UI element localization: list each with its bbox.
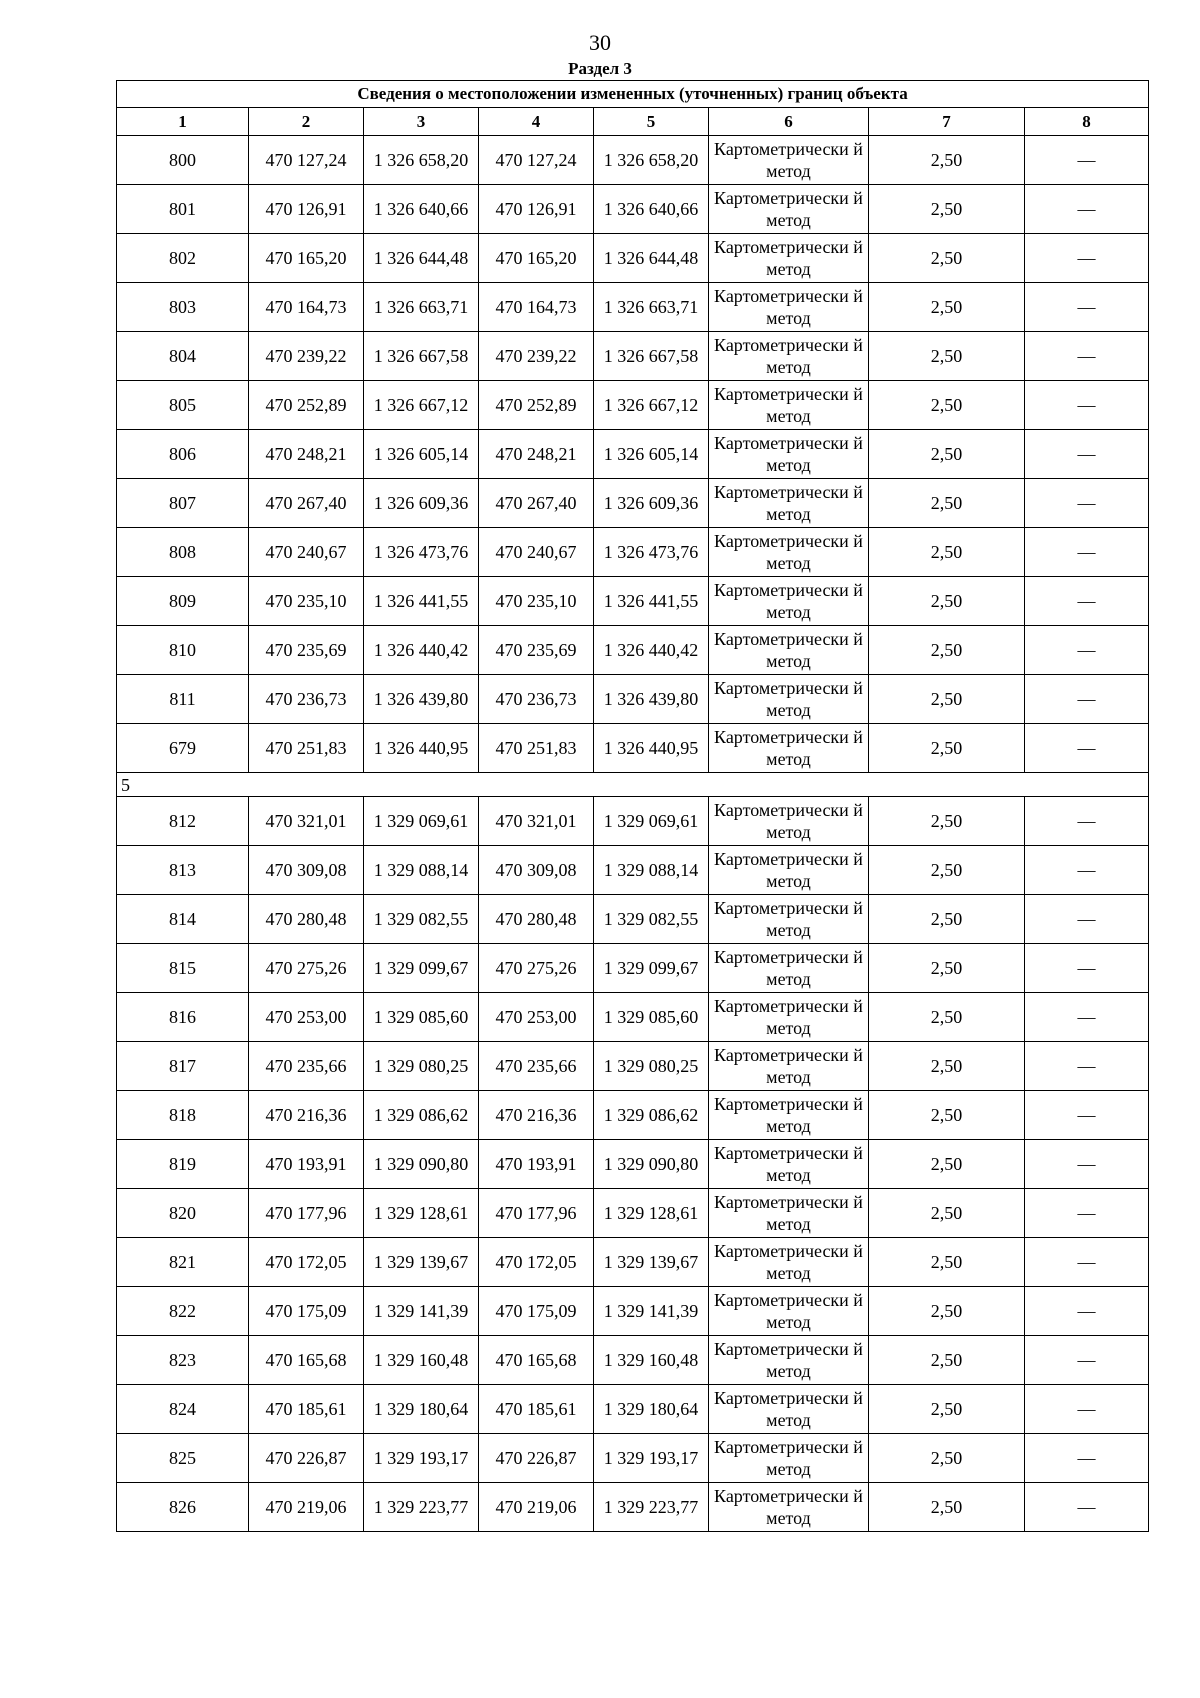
x-new-cell: 470 252,89 [479, 381, 594, 430]
accuracy-cell: 2,50 [869, 1091, 1025, 1140]
x-old-cell: 470 175,09 [249, 1287, 364, 1336]
note-cell: — [1025, 234, 1149, 283]
table-row [117, 797, 1149, 846]
x-old-cell: 470 248,21 [249, 430, 364, 479]
x-new-cell: 470 127,24 [479, 136, 594, 185]
y-new-cell: 1 329 090,80 [594, 1140, 709, 1189]
y-old-cell: 1 326 658,20 [364, 136, 479, 185]
point-number-cell: 815 [117, 944, 249, 993]
method-cell: Картометрически й метод [709, 577, 869, 626]
x-new-cell: 470 321,01 [479, 797, 594, 846]
method-cell: Картометрически й метод [709, 1287, 869, 1336]
x-new-cell: 470 240,67 [479, 528, 594, 577]
point-number-cell: 810 [117, 626, 249, 675]
table-row [117, 479, 1149, 528]
accuracy-cell: 2,50 [869, 136, 1025, 185]
column-number-row [117, 108, 1149, 136]
table-row [117, 577, 1149, 626]
group-label: 5 [117, 773, 1149, 797]
note-cell: — [1025, 479, 1149, 528]
method-cell: Картометрически й метод [709, 993, 869, 1042]
table-row [117, 1287, 1149, 1336]
table-row [117, 993, 1149, 1042]
method-cell: Картометрически й метод [709, 283, 869, 332]
note-cell: — [1025, 577, 1149, 626]
note-cell: — [1025, 283, 1149, 332]
y-old-cell: 1 326 609,36 [364, 479, 479, 528]
method-cell: Картометрически й метод [709, 1189, 869, 1238]
accuracy-cell: 2,50 [869, 797, 1025, 846]
point-number-cell: 807 [117, 479, 249, 528]
point-number-cell: 803 [117, 283, 249, 332]
accuracy-cell: 2,50 [869, 895, 1025, 944]
x-old-cell: 470 165,68 [249, 1336, 364, 1385]
accuracy-cell: 2,50 [869, 577, 1025, 626]
y-old-cell: 1 329 069,61 [364, 797, 479, 846]
accuracy-cell: 2,50 [869, 185, 1025, 234]
table-row [117, 185, 1149, 234]
table-row [117, 136, 1149, 185]
x-new-cell: 470 164,73 [479, 283, 594, 332]
x-old-cell: 470 219,06 [249, 1483, 364, 1532]
x-new-cell: 470 235,10 [479, 577, 594, 626]
note-cell: — [1025, 1336, 1149, 1385]
accuracy-cell: 2,50 [869, 528, 1025, 577]
accuracy-cell: 2,50 [869, 1434, 1025, 1483]
y-new-cell: 1 326 640,66 [594, 185, 709, 234]
point-number-cell: 679 [117, 724, 249, 773]
note-cell: — [1025, 381, 1149, 430]
point-number-cell: 808 [117, 528, 249, 577]
y-new-cell: 1 329 099,67 [594, 944, 709, 993]
table-title: Сведения о местоположении измененных (уточненных) границ объекта [117, 81, 1149, 108]
column-number: 8 [1025, 108, 1149, 136]
point-number-cell: 814 [117, 895, 249, 944]
point-number-cell: 806 [117, 430, 249, 479]
y-new-cell: 1 329 160,48 [594, 1336, 709, 1385]
y-old-cell: 1 329 099,67 [364, 944, 479, 993]
column-number: 6 [709, 108, 869, 136]
method-cell: Картометрически й метод [709, 724, 869, 773]
y-old-cell: 1 329 086,62 [364, 1091, 479, 1140]
point-number-cell: 805 [117, 381, 249, 430]
table-row [117, 944, 1149, 993]
y-new-cell: 1 326 439,80 [594, 675, 709, 724]
x-new-cell: 470 175,09 [479, 1287, 594, 1336]
note-cell: — [1025, 724, 1149, 773]
table-row [117, 1140, 1149, 1189]
accuracy-cell: 2,50 [869, 846, 1025, 895]
y-new-cell: 1 329 069,61 [594, 797, 709, 846]
x-old-cell: 470 251,83 [249, 724, 364, 773]
y-new-cell: 1 329 141,39 [594, 1287, 709, 1336]
note-cell: — [1025, 846, 1149, 895]
table-row [117, 626, 1149, 675]
x-new-cell: 470 280,48 [479, 895, 594, 944]
x-old-cell: 470 267,40 [249, 479, 364, 528]
method-cell: Картометрически й метод [709, 1091, 869, 1140]
point-number-cell: 811 [117, 675, 249, 724]
method-cell: Картометрически й метод [709, 1042, 869, 1091]
y-old-cell: 1 326 605,14 [364, 430, 479, 479]
y-new-cell: 1 326 473,76 [594, 528, 709, 577]
note-cell: — [1025, 1287, 1149, 1336]
y-old-cell: 1 329 082,55 [364, 895, 479, 944]
x-old-cell: 470 127,24 [249, 136, 364, 185]
method-cell: Картометрически й метод [709, 332, 869, 381]
table-row [117, 234, 1149, 283]
accuracy-cell: 2,50 [869, 430, 1025, 479]
accuracy-cell: 2,50 [869, 1385, 1025, 1434]
accuracy-cell: 2,50 [869, 381, 1025, 430]
table-row [117, 846, 1149, 895]
x-old-cell: 470 126,91 [249, 185, 364, 234]
y-new-cell: 1 326 667,12 [594, 381, 709, 430]
method-cell: Картометрически й метод [709, 675, 869, 724]
table-row [117, 1238, 1149, 1287]
y-new-cell: 1 326 440,95 [594, 724, 709, 773]
note-cell: — [1025, 797, 1149, 846]
table-row [117, 1385, 1149, 1434]
accuracy-cell: 2,50 [869, 234, 1025, 283]
y-old-cell: 1 326 663,71 [364, 283, 479, 332]
method-cell: Картометрически й метод [709, 944, 869, 993]
accuracy-cell: 2,50 [869, 1483, 1025, 1532]
note-cell: — [1025, 895, 1149, 944]
note-cell: — [1025, 1042, 1149, 1091]
point-number-cell: 824 [117, 1385, 249, 1434]
point-number-cell: 819 [117, 1140, 249, 1189]
method-cell: Картометрически й метод [709, 430, 869, 479]
y-new-cell: 1 329 128,61 [594, 1189, 709, 1238]
x-old-cell: 470 235,66 [249, 1042, 364, 1091]
accuracy-cell: 2,50 [869, 626, 1025, 675]
x-old-cell: 470 235,69 [249, 626, 364, 675]
table-row [117, 1091, 1149, 1140]
note-cell: — [1025, 944, 1149, 993]
x-new-cell: 470 239,22 [479, 332, 594, 381]
point-number-cell: 809 [117, 577, 249, 626]
note-cell: — [1025, 1238, 1149, 1287]
method-cell: Картометрически й метод [709, 1140, 869, 1189]
point-number-cell: 821 [117, 1238, 249, 1287]
note-cell: — [1025, 136, 1149, 185]
y-old-cell: 1 329 160,48 [364, 1336, 479, 1385]
x-old-cell: 470 177,96 [249, 1189, 364, 1238]
y-new-cell: 1 326 609,36 [594, 479, 709, 528]
point-number-cell: 817 [117, 1042, 249, 1091]
point-number-cell: 816 [117, 993, 249, 1042]
x-old-cell: 470 321,01 [249, 797, 364, 846]
column-number: 2 [249, 108, 364, 136]
y-old-cell: 1 329 180,64 [364, 1385, 479, 1434]
x-new-cell: 470 253,00 [479, 993, 594, 1042]
x-new-cell: 470 177,96 [479, 1189, 594, 1238]
x-old-cell: 470 236,73 [249, 675, 364, 724]
y-old-cell: 1 326 644,48 [364, 234, 479, 283]
y-new-cell: 1 329 223,77 [594, 1483, 709, 1532]
point-number-cell: 826 [117, 1483, 249, 1532]
accuracy-cell: 2,50 [869, 479, 1025, 528]
boundary-table [116, 80, 1149, 1532]
accuracy-cell: 2,50 [869, 993, 1025, 1042]
section-title: Раздел 3 [568, 59, 632, 78]
method-cell: Картометрически й метод [709, 479, 869, 528]
note-cell: — [1025, 675, 1149, 724]
table-body [117, 136, 1149, 1532]
y-old-cell: 1 329 090,80 [364, 1140, 479, 1189]
y-new-cell: 1 326 441,55 [594, 577, 709, 626]
y-old-cell: 1 326 667,12 [364, 381, 479, 430]
accuracy-cell: 2,50 [869, 1238, 1025, 1287]
y-old-cell: 1 329 128,61 [364, 1189, 479, 1238]
x-old-cell: 470 165,20 [249, 234, 364, 283]
note-cell: — [1025, 185, 1149, 234]
y-new-cell: 1 329 086,62 [594, 1091, 709, 1140]
x-old-cell: 470 185,61 [249, 1385, 364, 1434]
method-cell: Картометрически й метод [709, 136, 869, 185]
x-new-cell: 470 236,73 [479, 675, 594, 724]
table-row [117, 1189, 1149, 1238]
x-new-cell: 470 251,83 [479, 724, 594, 773]
method-cell: Картометрически й метод [709, 846, 869, 895]
note-cell: — [1025, 528, 1149, 577]
x-new-cell: 470 165,68 [479, 1336, 594, 1385]
y-old-cell: 1 326 440,95 [364, 724, 479, 773]
y-old-cell: 1 326 440,42 [364, 626, 479, 675]
table-row [117, 1042, 1149, 1091]
y-old-cell: 1 326 473,76 [364, 528, 479, 577]
x-new-cell: 470 126,91 [479, 185, 594, 234]
point-number-cell: 822 [117, 1287, 249, 1336]
accuracy-cell: 2,50 [869, 283, 1025, 332]
note-cell: — [1025, 993, 1149, 1042]
x-new-cell: 470 267,40 [479, 479, 594, 528]
point-number-cell: 818 [117, 1091, 249, 1140]
page-number: 30 [589, 30, 611, 55]
x-old-cell: 470 240,67 [249, 528, 364, 577]
point-number-cell: 823 [117, 1336, 249, 1385]
x-old-cell: 470 280,48 [249, 895, 364, 944]
x-new-cell: 470 248,21 [479, 430, 594, 479]
y-new-cell: 1 329 085,60 [594, 993, 709, 1042]
accuracy-cell: 2,50 [869, 944, 1025, 993]
method-cell: Картометрически й метод [709, 1483, 869, 1532]
y-old-cell: 1 329 088,14 [364, 846, 479, 895]
x-new-cell: 470 165,20 [479, 234, 594, 283]
note-cell: — [1025, 1434, 1149, 1483]
accuracy-cell: 2,50 [869, 332, 1025, 381]
table-row [117, 283, 1149, 332]
group-row [117, 773, 1149, 797]
x-old-cell: 470 164,73 [249, 283, 364, 332]
column-number: 1 [117, 108, 249, 136]
x-old-cell: 470 172,05 [249, 1238, 364, 1287]
y-new-cell: 1 326 605,14 [594, 430, 709, 479]
table-row [117, 528, 1149, 577]
y-old-cell: 1 329 193,17 [364, 1434, 479, 1483]
accuracy-cell: 2,50 [869, 1336, 1025, 1385]
x-new-cell: 470 216,36 [479, 1091, 594, 1140]
table-row [117, 724, 1149, 773]
note-cell: — [1025, 1140, 1149, 1189]
x-new-cell: 470 235,66 [479, 1042, 594, 1091]
note-cell: — [1025, 430, 1149, 479]
y-old-cell: 1 329 223,77 [364, 1483, 479, 1532]
x-old-cell: 470 252,89 [249, 381, 364, 430]
x-old-cell: 470 226,87 [249, 1434, 364, 1483]
method-cell: Картометрически й метод [709, 1434, 869, 1483]
table-row [117, 1336, 1149, 1385]
table-row [117, 430, 1149, 479]
note-cell: — [1025, 626, 1149, 675]
note-cell: — [1025, 1385, 1149, 1434]
method-cell: Картометрически й метод [709, 528, 869, 577]
table-row [117, 1483, 1149, 1532]
method-cell: Картометрически й метод [709, 234, 869, 283]
x-old-cell: 470 275,26 [249, 944, 364, 993]
column-number: 7 [869, 108, 1025, 136]
table-row [117, 675, 1149, 724]
table-row [117, 381, 1149, 430]
y-new-cell: 1 329 082,55 [594, 895, 709, 944]
y-new-cell: 1 326 644,48 [594, 234, 709, 283]
method-cell: Картометрически й метод [709, 381, 869, 430]
note-cell: — [1025, 1091, 1149, 1140]
method-cell: Картометрически й метод [709, 185, 869, 234]
note-cell: — [1025, 1483, 1149, 1532]
accuracy-cell: 2,50 [869, 724, 1025, 773]
y-new-cell: 1 326 663,71 [594, 283, 709, 332]
x-new-cell: 470 172,05 [479, 1238, 594, 1287]
point-number-cell: 804 [117, 332, 249, 381]
method-cell: Картометрически й метод [709, 1385, 869, 1434]
column-number: 5 [594, 108, 709, 136]
point-number-cell: 820 [117, 1189, 249, 1238]
method-cell: Картометрически й метод [709, 626, 869, 675]
table-row [117, 1434, 1149, 1483]
y-old-cell: 1 326 667,58 [364, 332, 479, 381]
column-number: 3 [364, 108, 479, 136]
y-new-cell: 1 329 180,64 [594, 1385, 709, 1434]
x-old-cell: 470 193,91 [249, 1140, 364, 1189]
method-cell: Картометрически й метод [709, 797, 869, 846]
x-new-cell: 470 193,91 [479, 1140, 594, 1189]
column-number: 4 [479, 108, 594, 136]
point-number-cell: 800 [117, 136, 249, 185]
y-old-cell: 1 326 441,55 [364, 577, 479, 626]
table-row [117, 332, 1149, 381]
point-number-cell: 825 [117, 1434, 249, 1483]
table-row [117, 895, 1149, 944]
point-number-cell: 801 [117, 185, 249, 234]
y-old-cell: 1 326 640,66 [364, 185, 479, 234]
accuracy-cell: 2,50 [869, 675, 1025, 724]
y-old-cell: 1 326 439,80 [364, 675, 479, 724]
method-cell: Картометрически й метод [709, 895, 869, 944]
x-new-cell: 470 275,26 [479, 944, 594, 993]
accuracy-cell: 2,50 [869, 1287, 1025, 1336]
x-new-cell: 470 235,69 [479, 626, 594, 675]
method-cell: Картометрически й метод [709, 1238, 869, 1287]
point-number-cell: 813 [117, 846, 249, 895]
x-old-cell: 470 253,00 [249, 993, 364, 1042]
y-new-cell: 1 326 440,42 [594, 626, 709, 675]
note-cell: — [1025, 1189, 1149, 1238]
x-new-cell: 470 226,87 [479, 1434, 594, 1483]
y-old-cell: 1 329 080,25 [364, 1042, 479, 1091]
note-cell: — [1025, 332, 1149, 381]
x-old-cell: 470 309,08 [249, 846, 364, 895]
x-old-cell: 470 239,22 [249, 332, 364, 381]
point-number-cell: 802 [117, 234, 249, 283]
x-new-cell: 470 185,61 [479, 1385, 594, 1434]
x-old-cell: 470 216,36 [249, 1091, 364, 1140]
accuracy-cell: 2,50 [869, 1042, 1025, 1091]
accuracy-cell: 2,50 [869, 1189, 1025, 1238]
y-new-cell: 1 326 658,20 [594, 136, 709, 185]
accuracy-cell: 2,50 [869, 1140, 1025, 1189]
y-old-cell: 1 329 141,39 [364, 1287, 479, 1336]
y-old-cell: 1 329 085,60 [364, 993, 479, 1042]
y-new-cell: 1 329 139,67 [594, 1238, 709, 1287]
y-new-cell: 1 329 193,17 [594, 1434, 709, 1483]
y-new-cell: 1 329 088,14 [594, 846, 709, 895]
x-new-cell: 470 309,08 [479, 846, 594, 895]
point-number-cell: 812 [117, 797, 249, 846]
x-old-cell: 470 235,10 [249, 577, 364, 626]
x-new-cell: 470 219,06 [479, 1483, 594, 1532]
y-new-cell: 1 329 080,25 [594, 1042, 709, 1091]
y-old-cell: 1 329 139,67 [364, 1238, 479, 1287]
y-new-cell: 1 326 667,58 [594, 332, 709, 381]
method-cell: Картометрически й метод [709, 1336, 869, 1385]
